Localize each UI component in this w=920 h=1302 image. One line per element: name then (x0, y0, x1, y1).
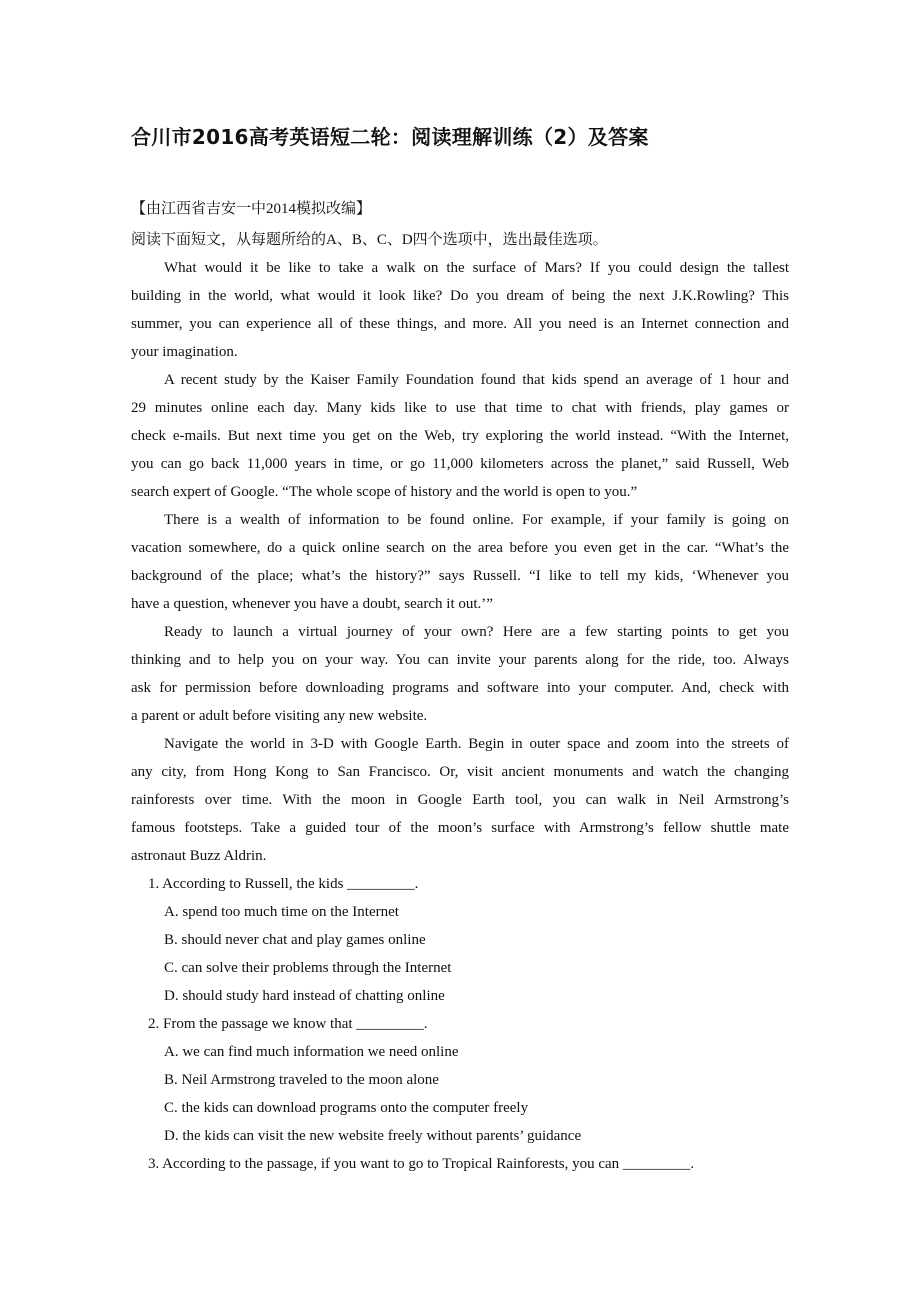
paragraph-line: have a question, whenever you have a doubt, search it out.’” (131, 596, 493, 612)
paragraph-line: any city, from Hong Kong to San Francisco. Or, visit ancient monuments and watch the changing (131, 764, 789, 780)
paragraph-line: astronaut Buzz Aldrin. (131, 848, 267, 864)
paragraph-line: What would it be like to take a walk on the surface of Mars? If you could design the tallest (164, 260, 789, 276)
paragraph-line: rainforests over time. With the moon in Google Earth tool, you can walk in Neil Armstrong’s (131, 792, 789, 808)
paragraph-line: vacation somewhere, do a quick online search on the area before you even get in the car. “What’s the (131, 540, 789, 556)
question-stem: 1. According to Russell, the kids _________. (148, 876, 419, 892)
answer-option: B. Neil Armstrong traveled to the moon alone (164, 1072, 439, 1088)
answer-option: A. spend too much time on the Internet (164, 904, 399, 920)
paragraph-line: background of the place; what’s the history?” says Russell. “I like to tell my kids, ‘Whenever you (131, 568, 789, 584)
source-note: 【由江西省吉安一中2014模拟改编】 (131, 201, 372, 217)
paragraph-line: summer, you can experience all of these things, and more. All you need is an Internet connection and (131, 316, 789, 332)
paragraph-line: building in the world, what would it look like? Do you dream of being the next J.K.Rowling? This (131, 288, 789, 304)
paragraph-line: famous footsteps. Take a guided tour of the moon’s surface with Armstrong’s fellow shuttle mate (131, 820, 789, 836)
paragraph-line: you can go back 11,000 years in time, or go 11,000 kilometers across the planet,” said Russell, Web (131, 456, 789, 472)
paragraph-line: ask for permission before downloading programs and software into your computer. And, check with (131, 680, 789, 696)
paragraph-line: thinking and to help you on your way. You can invite your parents along for the ride, too. Always (131, 652, 789, 668)
paragraph-line: 29 minutes online each day. Many kids like to use that time to chat with friends, play games or (131, 400, 789, 416)
passage-body (131, 258, 789, 1182)
document-title: 合川市2016高考英语短二轮：阅读理解训练（2）及答案 (131, 125, 649, 149)
instructions: 阅读下面短文，从每题所给的A、B、C、D四个选项中，选出最佳选项。 (131, 232, 608, 248)
paragraph-line: Ready to launch a virtual journey of your own? Here are a few starting points to get you (164, 624, 789, 640)
answer-option: D. the kids can visit the new website freely without parents’ guidance (164, 1128, 582, 1144)
paragraph-line: a parent or adult before visiting any new website. (131, 708, 428, 724)
paragraph-line: search expert of Google. “The whole scope of history and the world is open to you.” (131, 484, 638, 500)
paragraph-line: check e-mails. But next time you get on the Web, try exploring the world instead. “With the Internet, (131, 428, 789, 444)
answer-option: B. should never chat and play games online (164, 932, 426, 948)
answer-option: D. should study hard instead of chatting online (164, 988, 445, 1004)
question-stem: 2. From the passage we know that _________. (148, 1016, 428, 1032)
answer-option: C. can solve their problems through the Internet (164, 960, 452, 976)
paragraph-line: Navigate the world in 3-D with Google Earth. Begin in outer space and zoom into the streets of (164, 736, 789, 752)
answer-option: C. the kids can download programs onto the computer freely (164, 1100, 529, 1116)
question-stem: 3. According to the passage, if you want to go to Tropical Rainforests, you can _________. (148, 1156, 695, 1172)
paragraph-line: There is a wealth of information to be found online. For example, if your family is going on (164, 512, 789, 528)
answer-option: A. we can find much information we need online (164, 1044, 459, 1060)
paragraph-line: your imagination. (131, 344, 238, 360)
paragraph-line: A recent study by the Kaiser Family Foundation found that kids spend an average of 1 hour and (164, 372, 789, 388)
